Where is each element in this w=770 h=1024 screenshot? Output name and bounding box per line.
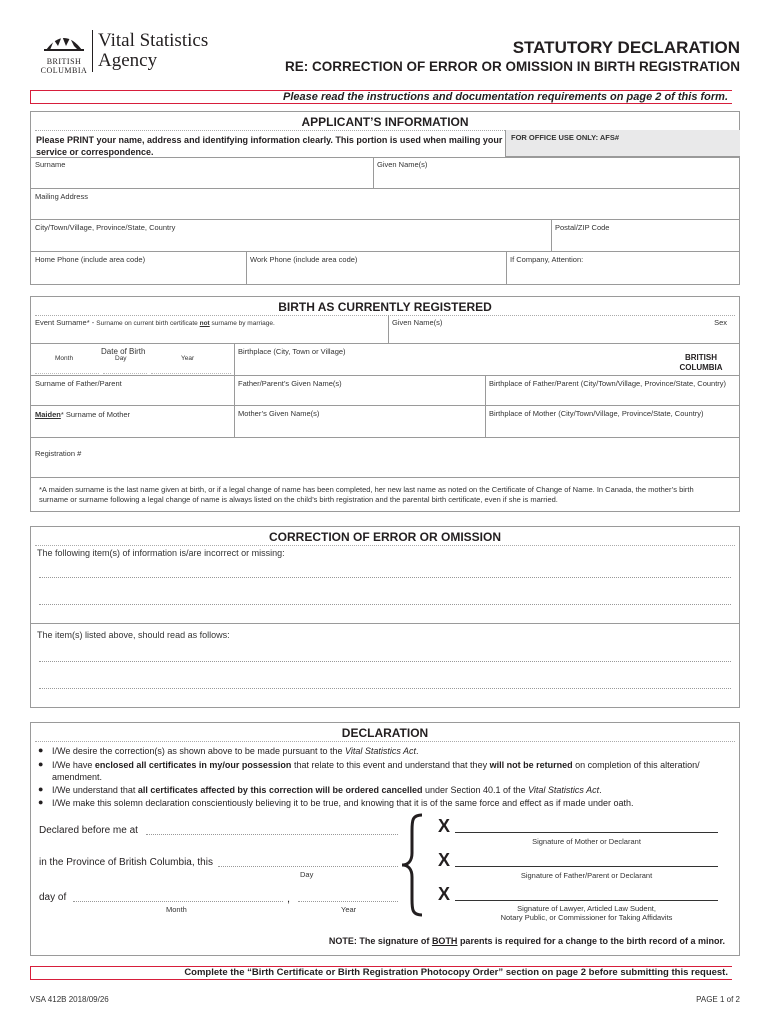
declaration-bullet-3 (52, 784, 742, 796)
form-code: VSA 412B 2018/09/26 (30, 995, 109, 1004)
bullet-3-bold: all certificates affected by this correction will be ordered cancelled (137, 785, 423, 795)
city-label: City/Town/Village, Province/State, Country (35, 223, 176, 232)
event-surname-input[interactable] (31, 316, 388, 343)
father-given-input[interactable] (235, 376, 485, 405)
birth-given-names-input[interactable] (389, 316, 709, 343)
year-caption: Year (341, 905, 357, 914)
agency-name-line2: Agency (98, 50, 158, 71)
brace-icon (400, 813, 426, 917)
dob-day-label: Day (115, 355, 127, 362)
dob-month-label: Month (55, 355, 74, 362)
applicant-instruction: Please PRINT your name, address and identifying information clearly. This portion is used when mailing your service or correspondence. (36, 135, 503, 157)
declaration-title: DECLARATION (341, 726, 429, 740)
logo-text-columbia: COLUMBIA (40, 66, 88, 75)
event-surname-note: Surname on current birth certificate (96, 320, 200, 327)
birth-section (30, 296, 740, 512)
province-this-label: in the Province of British Columbia, this (39, 857, 213, 868)
maiden-word: Maiden (35, 410, 61, 419)
surname-father-input[interactable] (31, 376, 234, 405)
postal-label: Postal/ZIP Code (555, 223, 610, 232)
birthplace-father-label: Birthplace of Father/Parent (City/Town/Village, Province/State, Country) (489, 379, 727, 388)
row-line (31, 477, 739, 478)
declaration-bullet-2 (52, 759, 742, 783)
mailing-address-input[interactable] (31, 189, 739, 219)
maiden-surname-input[interactable] (31, 406, 234, 437)
postal-input[interactable] (552, 220, 739, 251)
banner-text: Please read the instructions and documentation requirements on page 2 of this form. (283, 91, 728, 103)
declaration-bullet-1 (52, 745, 742, 757)
should-read-input-line[interactable] (39, 688, 731, 689)
given-names-input[interactable] (374, 158, 739, 188)
declared-before-label: Declared before me at (39, 825, 138, 836)
bullet-3-text: I/We understand that (52, 785, 138, 795)
date-comma: , (287, 893, 291, 905)
signature-mother-line[interactable] (455, 832, 718, 833)
company-input[interactable] (507, 252, 739, 284)
minor-note (329, 936, 725, 946)
page-subtitle: RE: CORRECTION OF ERROR OR OMISSION IN BIRTH REGISTRATION (284, 59, 740, 74)
month-caption: Month (166, 905, 187, 914)
logo-divider (92, 30, 93, 72)
bullet-4-text: I/We make this solemn declaration conscientiously believing it to be true, and knowing that it is of the same force and effect as if made under oath. (52, 798, 634, 808)
bullet-3-act: Vital Statistics Act (528, 785, 600, 795)
bullet-3-end: . (599, 785, 602, 795)
dob-year-label: Year (181, 355, 195, 362)
event-surname-text: Event Surname* - (35, 318, 97, 327)
surname-input[interactable] (31, 158, 373, 188)
bullet-1-text: I/We desire the correction(s) as shown above to be made pursuant to the (52, 746, 345, 756)
sex-label: Sex (714, 318, 727, 327)
logo-text-british: BRITISH (46, 57, 82, 66)
birthplace-mother-input[interactable] (486, 406, 739, 437)
agency-name-line1: Vital Statistics (98, 30, 209, 51)
mother-given-label: Mother’s Given Name(s) (238, 409, 320, 418)
title-divider (35, 741, 735, 742)
correction-section (30, 526, 740, 708)
should-read-label: The item(s) listed above, should read as follows: (37, 630, 230, 640)
incorrect-input-line[interactable] (39, 577, 731, 578)
day-of-label: day of (39, 892, 67, 903)
note-both: BOTH (431, 936, 458, 946)
bullet-2-end: on completion of this alteration/ amendment. (52, 760, 700, 782)
day-input[interactable] (218, 866, 398, 867)
bullet-2-text: I/We have (52, 760, 95, 770)
dob-month-input[interactable] (35, 363, 99, 374)
bullet-1-end: . (416, 746, 419, 756)
birth-given-names-label: Given Name(s) (392, 318, 443, 327)
correction-title: CORRECTION OF ERROR OR OMISSION (268, 530, 501, 544)
registration-label: Registration # (35, 449, 82, 458)
signature-father-label: Signature of Father/Parent or Declarant (520, 871, 653, 880)
month-input[interactable] (73, 901, 283, 902)
birthplace-father-input[interactable] (486, 376, 739, 405)
father-given-label: Father/Parent’s Given Name(s) (238, 379, 342, 388)
applicant-section (30, 111, 740, 285)
bullet-2-mid: that relate to this event and understand that they (291, 760, 490, 770)
event-surname-not: not (199, 320, 210, 327)
work-phone-label: Work Phone (include area code) (250, 255, 358, 264)
date-of-birth-label: Date of Birth (101, 347, 146, 356)
home-phone-label: Home Phone (include area code) (35, 255, 146, 264)
birthplace-mother-label: Birthplace of Mother (City/Town/Village, Province/State, Country) (489, 409, 704, 418)
bullet-icon: ● (38, 745, 44, 755)
dob-day-input[interactable] (103, 363, 147, 374)
note-text: NOTE: The signature of (328, 936, 432, 946)
sig-x-lawyer: X (438, 884, 451, 904)
bullet-icon: ● (38, 784, 44, 794)
banner-text: Complete the “Birth Certificate or Birth Registration Photocopy Order” section on page 2 before submitting this request. (184, 967, 728, 978)
incorrect-label: The following item(s) of information is/are incorrect or missing: (37, 548, 285, 558)
event-surname-note-end: surname by marriage. (209, 320, 275, 327)
year-input[interactable] (298, 901, 398, 902)
title-divider (35, 545, 735, 546)
dob-year-input[interactable] (151, 363, 231, 374)
bullet-icon: ● (38, 759, 44, 769)
birth-title: BIRTH AS CURRENTLY REGISTERED (278, 300, 492, 314)
note-text-end: parents is required for a change to the birth record of a minor. (457, 936, 725, 946)
incorrect-input-line[interactable] (39, 604, 731, 605)
page-number: PAGE 1 of 2 (696, 995, 740, 1004)
signature-mother-label: Signature of Mother or Declarant (532, 837, 641, 846)
declaration-bullet-4 (52, 797, 742, 809)
birthplace-input[interactable] (235, 344, 665, 375)
signature-lawyer-label-2: Notary Public, or Commissioner for Taking Affidavits (500, 913, 673, 922)
page-title: STATUTORY DECLARATION (512, 38, 740, 57)
surname-father-label: Surname of Father/Parent (35, 379, 122, 388)
home-phone-input[interactable] (31, 252, 246, 284)
province-text-1: BRITISH (685, 353, 717, 362)
surname-field-label: Surname (35, 160, 66, 169)
birthplace-label: Birthplace (City, Town or Village) (238, 347, 346, 356)
office-use-label: FOR OFFICE USE ONLY: AFS# (511, 133, 620, 142)
maiden-footnote: *A maiden surname is the last name given at birth, or if a legal change of name has been completed, her new last name as noted on the Certificate of Change of Name. In Canada, the mother’s birth surname or surname following a legal change of name is always listed on the child’s birth registration and the parental birth certificate, even if she is married. (39, 485, 694, 504)
city-input[interactable] (31, 220, 551, 251)
bc-logo (40, 28, 88, 75)
sex-input[interactable] (709, 316, 739, 343)
bullet-3-mid: under Section 40.1 of the (422, 785, 529, 795)
mailing-address-label: Mailing Address (35, 192, 88, 201)
signature-lawyer-label-1: Signature of Lawyer, Articled Law Sudent, (517, 904, 656, 913)
company-label: If Company, Attention: (510, 255, 584, 264)
mother-given-input[interactable] (235, 406, 485, 437)
bullet-2-bold: enclosed all certificates in my/our possession (94, 760, 292, 770)
day-caption: Day (300, 870, 314, 879)
bullet-icon: ● (38, 797, 44, 807)
bullet-2-bold2: will not be returned (489, 760, 573, 770)
given-names-field-label: Given Name(s) (377, 160, 428, 169)
order-banner (30, 966, 742, 980)
row-line (31, 623, 739, 624)
declared-before-input[interactable] (146, 834, 398, 835)
work-phone-input[interactable] (247, 252, 506, 284)
bc-sun-crown-icon (40, 28, 88, 52)
applicant-title: APPLICANT’S INFORMATION (301, 115, 469, 129)
sig-x-father: X (438, 850, 451, 870)
signature-father-line[interactable] (455, 866, 718, 867)
sig-x-mother: X (438, 816, 451, 836)
maiden-rest: * Surname of Mother (60, 410, 131, 419)
should-read-input-line[interactable] (39, 661, 731, 662)
province-text-2: COLUMBIA (679, 363, 723, 372)
office-use-box (505, 130, 740, 157)
bullet-1-act: Vital Statistics Act (345, 746, 417, 756)
signature-lawyer-line[interactable] (455, 900, 718, 901)
instructions-banner (30, 90, 742, 104)
registration-input[interactable] (31, 438, 739, 476)
